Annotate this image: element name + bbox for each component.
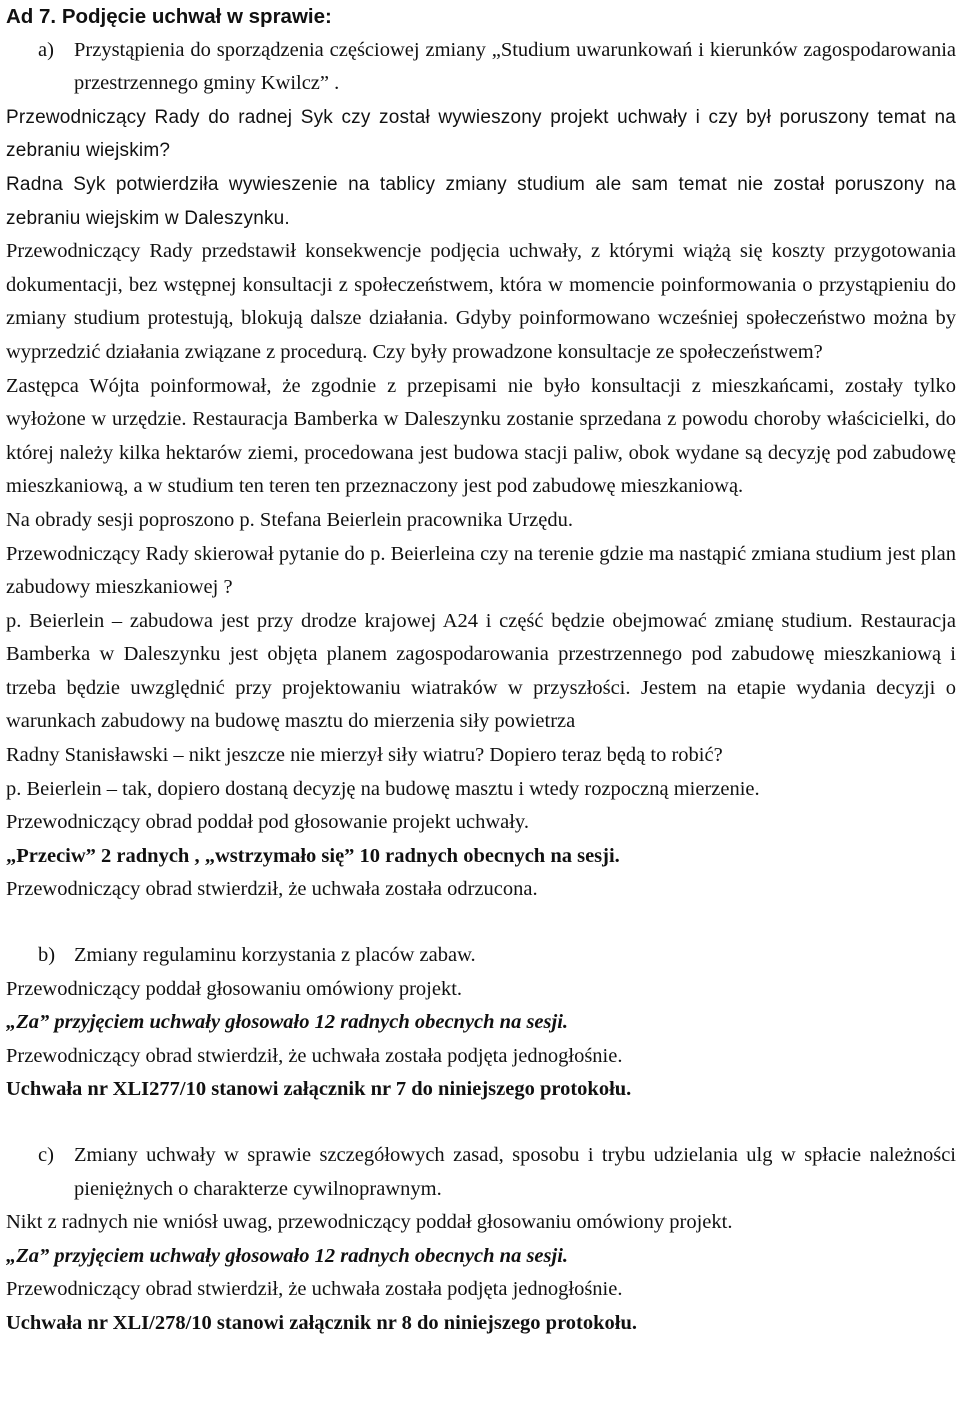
paragraph-adopted-b: Przewodniczący obrad stwierdził, że uchwała została podjęta jednogłośnie. [6, 1044, 623, 1067]
list-marker-b: b) [38, 944, 56, 967]
paragraph-answer-syk: Radna Syk potwierdziła wywieszenie na tablicy zmiany studium ale sam temat nie został poruszony na zebraniu wiejskim w Daleszynku. [6, 173, 956, 229]
spacer [6, 1107, 956, 1139]
paragraph-answer-beierlein: p. Beierlein – zabudowa jest przy drodze krajowej A24 i część będzie obejmować zmianę studium. Restauracja Bamberka w Daleszynku jest objęta planem zagospodarowania przestrzennego pod zabudowę mieszkaniową i trzeba będzie uwzględnić przy projektowaniu wiatraków w przyszłości. Jestem na etapie wydania decyzji o warunkach zabudowy na budowę masztu do mierzenia siły powietrza [6, 609, 956, 733]
resolution-note-c: Uchwała nr XLI/278/10 stanowi załącznik nr 8 do niniejszego protokołu. [6, 1311, 638, 1334]
list-marker-c: c) [38, 1144, 54, 1166]
list-item-b-text: Zmiany regulaminu korzystania z placów zabaw. [74, 944, 476, 967]
list-item-c-text: Zmiany uchwały w sprawie szczegółowych zasad, sposobu i trybu udzielania ulg w spłacie należności pieniężnych o charakterze cywilnoprawnym. [74, 1144, 956, 1200]
paragraph-vote-call-b: Przewodniczący poddał głosowaniu omówiony projekt. [6, 977, 463, 1000]
paragraph-vote-call-a: Przewodniczący obrad poddał pod głosowanie projekt uchwały. [6, 811, 529, 834]
spacer [6, 907, 956, 939]
paragraph-stanislawski: Radny Stanisławski – nikt jeszcze nie mierzył siły wiatru? Dopiero teraz będą to robić? [6, 744, 723, 767]
list-item-a-text: Przystąpienia do sporządzenia częściowej zmiany „Studium uwarunkowań i kierunków zagospodarowania przestrzennego gminy Kwilcz” . [74, 38, 956, 95]
paragraph-question-beierlein: Przewodniczący Rady skierował pytanie do p. Beierleina czy na terenie gdzie ma nastąpić zmiana studium jest plan zabudowy mieszkaniowej ? [6, 542, 956, 599]
vote-result-c: „Za” przyjęciem uchwały głosowało 12 radnych obecnych na sesji. [6, 1244, 569, 1267]
list-item-a [6, 34, 956, 101]
vote-result-b: „Za” przyjęciem uchwały głosowało 12 radnych obecnych na sesji. [6, 1011, 569, 1034]
paragraph-invitation: Na obrady sesji poproszono p. Stefana Beierlein pracownika Urzędu. [6, 508, 573, 531]
resolution-note-b: Uchwała nr XLI277/10 stanowi załącznik nr 7 do niniejszego protokołu. [6, 1078, 632, 1101]
vote-result-a: „Przeciw” 2 radnych , „wstrzymało się” 10 radnych obecnych na sesji. [6, 844, 620, 867]
list-item-b [6, 939, 956, 973]
paragraph-consequences: Przewodniczący Rady przedstawił konsekwencje podjęcia uchwały, z którymi wiążą się koszty przygotowania dokumentacji, bez wstępnej konsultacji z społeczeństwem, która w momencie poinformowania o przystąpieniu do zmiany studium protestują, blokują dalsze działania. Gdyby poinformowano wcześniej społeczeństwo można by wyprzedzić działania związane z procedurą. Czy były prowadzone konsultacje ze społeczeństwem? [6, 240, 956, 363]
list-marker-a: a) [38, 38, 54, 61]
paragraph-rejected: Przewodniczący obrad stwierdził, że uchwała została odrzucona. [6, 878, 538, 901]
paragraph-deputy-mayor: Zastępca Wójta poinformował, że zgodnie z przepisami nie było konsultacji z mieszkańcami, zostały tylko wyłożone w urzędzie. Restauracja Bamberka w Daleszynku zostanie sprzedana z powodu choroby właścicielki, do której należy kilka hektarów ziemi, procedowana jest budowa stacji paliw, obok wydane są decyzję pod zabudowę mieszkaniową, a w studium ten teren ten przeznaczony jest pod zabudowę mieszkaniową. [6, 374, 956, 498]
paragraph-adopted-c: Przewodniczący obrad stwierdził, że uchwała została podjęta jednogłośnie. [6, 1278, 623, 1301]
paragraph-no-remarks: Nikt z radnych nie wniósł uwag, przewodniczący poddał głosowaniu omówiony projekt. [6, 1211, 733, 1234]
section-heading: Ad 7. Podjęcie uchwał w sprawie: [6, 5, 332, 28]
paragraph-question-syk: Przewodniczący Rady do radnej Syk czy został wywieszony projekt uchwały i czy był poruszony temat na zebraniu wiejskim? [6, 106, 956, 162]
paragraph-beierlein-reply: p. Beierlein – tak, dopiero dostaną decyzję na budowę masztu i wtedy rozpoczną mierzenie. [6, 777, 760, 800]
list-item-c [6, 1139, 956, 1206]
